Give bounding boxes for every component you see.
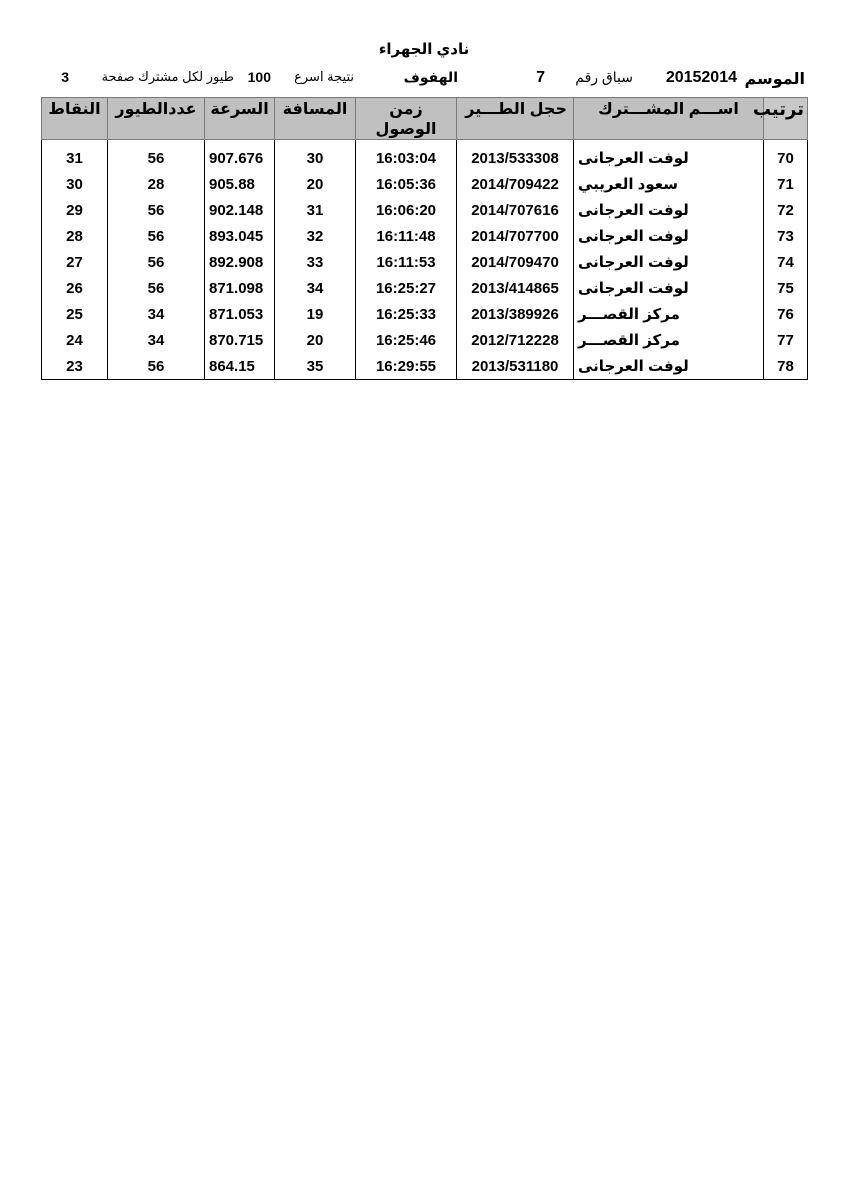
arrival-time: 16:25:33 [356,301,457,327]
ring-number: 2014/709422 [457,171,574,197]
header-row [42,98,808,140]
arrival-time: 16:06:20 [356,197,457,223]
ring-number: 2013/389926 [457,301,574,327]
bird-count: 56 [108,275,205,301]
arrival-time: 16:25:46 [356,327,457,353]
header-participant: اســـم المشـــترك [574,98,764,140]
table-row [42,275,808,301]
header-distance: المسافة [275,98,356,140]
ring-number: 2013/533308 [457,145,574,171]
table-row [42,249,808,275]
distance-value: 20 [275,327,356,353]
season-label: الموسم [744,71,805,88]
speed-value: 864.15 [205,353,275,380]
ring-number: 2012/712228 [457,327,574,353]
distance-value: 31 [275,197,356,223]
arrival-time: 16:25:27 [356,275,457,301]
header-speed: السرعة [205,98,275,140]
speed-value: 892.908 [205,249,275,275]
table-row [42,301,808,327]
participant-name: لوفت العرجانى [574,223,764,249]
points-value: 26 [42,275,108,301]
speed-value: 905.88 [205,171,275,197]
distance-value: 30 [275,145,356,171]
ring-number: 2013/414865 [457,275,574,301]
race-label: سباق رقم [575,69,633,85]
participant-name: لوفت العرجانى [574,275,764,301]
header-ring: حجل الطـــير [457,98,574,140]
results-table [41,97,808,380]
result-count: 100 [247,69,271,85]
distance-value: 19 [275,301,356,327]
per-participant-label: طيور لكل مشترك صفحة [101,69,234,84]
rank-cell: 76 [764,301,808,327]
rank-cell: 78 [764,353,808,380]
participant-name: لوفت العرجانى [574,197,764,223]
rank-cell: 77 [764,327,808,353]
arrival-time: 16:11:53 [356,249,457,275]
rank-cell: 70 [764,145,808,171]
distance-value: 32 [275,223,356,249]
points-value: 27 [42,249,108,275]
bird-count: 56 [108,145,205,171]
arrival-time: 16:29:55 [356,353,457,380]
points-value: 23 [42,353,108,380]
bird-count: 56 [108,223,205,249]
speed-value: 902.148 [205,197,275,223]
rank-cell: 75 [764,275,808,301]
distance-value: 34 [275,275,356,301]
rank-cell: 71 [764,171,808,197]
result-label: نتيجة اسرع [294,69,354,84]
bird-count: 28 [108,171,205,197]
points-value: 24 [42,327,108,353]
points-value: 25 [42,301,108,327]
speed-value: 893.045 [205,223,275,249]
participant-name: مركز القصـــر [574,327,764,353]
table-row [42,353,808,380]
ring-number: 2014/707700 [457,223,574,249]
ring-number: 2014/707616 [457,197,574,223]
arrival-time: 16:05:36 [356,171,457,197]
ring-number: 2013/531180 [457,353,574,380]
points-value: 31 [42,145,108,171]
rank-cell: 72 [764,197,808,223]
header-points: النقاط [42,98,108,140]
table-row [42,145,808,171]
page-number: 3 [61,69,69,85]
points-value: 28 [42,223,108,249]
race-location: الهفوف [403,69,458,85]
speed-value: 907.676 [205,145,275,171]
rank-cell: 74 [764,249,808,275]
race-number: 7 [536,69,545,86]
speed-value: 871.098 [205,275,275,301]
bird-count: 56 [108,353,205,380]
bird-count: 34 [108,327,205,353]
arrival-time: 16:11:48 [356,223,457,249]
table-row [42,171,808,197]
arrival-time: 16:03:04 [356,145,457,171]
season-value: 20152014 [665,69,737,86]
ring-number: 2014/709470 [457,249,574,275]
bird-count: 34 [108,301,205,327]
speed-value: 870.715 [205,327,275,353]
participant-name: لوفت العرجانى [574,353,764,380]
header-arrival-time: زمن الوصول [356,98,457,140]
table-row [42,223,808,249]
header-rank: ترتيب [764,98,808,140]
points-value: 30 [42,171,108,197]
table-row [42,197,808,223]
participant-name: سعود العريبي [574,171,764,197]
distance-value: 33 [275,249,356,275]
distance-value: 35 [275,353,356,380]
participant-name: لوفت العرجانى [574,249,764,275]
speed-value: 871.053 [205,301,275,327]
bird-count: 56 [108,249,205,275]
distance-value: 20 [275,171,356,197]
club-title: نادي الجهراء [378,41,470,58]
bird-count: 56 [108,197,205,223]
participant-name: مركز القصـــر [574,301,764,327]
table-row [42,327,808,353]
points-value: 29 [42,197,108,223]
participant-name: لوفت العرجانى [574,145,764,171]
header-bird-count: عددالطيور [108,98,205,140]
rank-cell: 73 [764,223,808,249]
